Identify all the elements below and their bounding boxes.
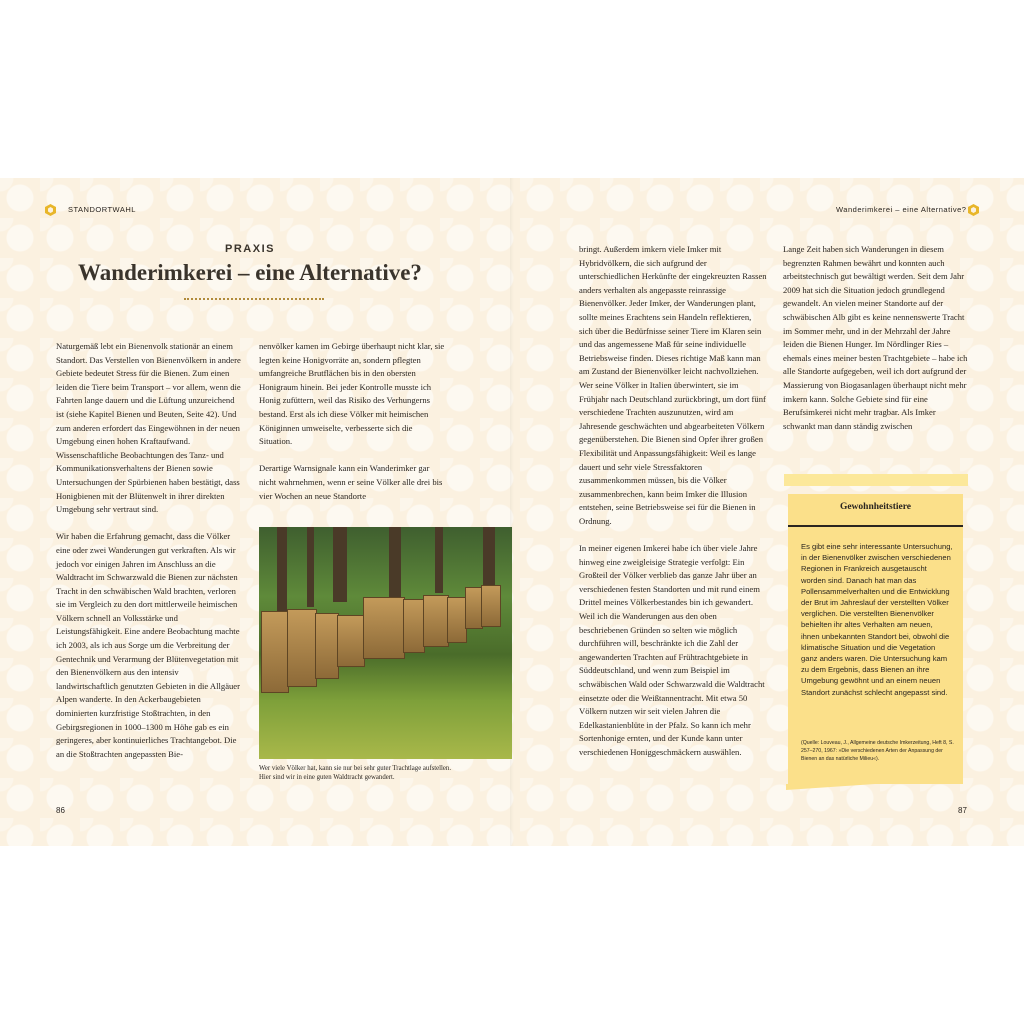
paragraph: bringt. Außerdem imkern viele Imker mit Hybridvölkern, die sich aufgrund der unterschiedlichen Herkünfte der eingekreuzten Rassen anders verhalten als angepasste reinrassige Bienenvölker. Jeder Imker, der Wanderungen plant, sollte meines Erachtens sein Handeln reflektieren, sich über die Bedürfnisse seiner Tiere im Klaren sein und das angemessene Maß für seine individuelle Betriebsweise finden. Dieses richtige Maß kann man am Zustand der Bienenvölker leicht nachvollziehen. Wer seine Völker in Italien überwintert, sie im Frühjahr nach Deutschland zurückbringt, um dort fünf verschiedene Trachten auszunutzen, wird am Jahresende geschwächten und abgearbeiteten Völkern gegenüberstehen. Die Bienen sind Opfer ihrer großen Flexibilität und Anpassungsfähigkeit: Weil es lange dauert und sehr viele Stressfaktoren zusammenkommen müssen, bis die Völker zusammenbrechen, kann beim Imker die Illusion entstehen, seine Betriebsweise sei für die Bienen in Ordnung. [579, 244, 767, 526]
text-column-left-2 [259, 340, 445, 517]
text-column-right-2 [783, 243, 969, 447]
paragraph: nenvölker kamen im Gebirge überhaupt nicht klar, sie legten keine Honigvorräte an, sondern pflegten umfangreiche Brutflächen bis in den obersten Honigraum hinein. Bei jeder Kontrolle musste ich Honig zufüttern, weil das Risiko des Verhungerns bestand. Erst als ich diese Völker mit heimischen Königinnen umweiselte, verbesserte sich die Situation. [259, 341, 445, 447]
text-column-right-1 [579, 243, 767, 773]
page-number-left: 86 [56, 806, 65, 815]
text-column-left-1 [56, 340, 242, 775]
running-head-right: Wanderimkerei – eine Alternative? [836, 205, 967, 214]
infobox-source: (Quelle: Louveau, J., Allgemeine deutsche Imkerzeitung, Heft 8, S. 257–270, 1967: »Die verschiedenen Arten der Anpassung der Bienen an das natürliche Milieu«). [801, 740, 954, 762]
photo-caption: Wer viele Völker hat, kann sie nur bei sehr guter Trachtlage aufstellen. Hier sind wir in eine guten Waldtracht gewandert. [259, 765, 452, 782]
infobox-pennant [786, 784, 1024, 790]
infobox-top-bar [784, 474, 968, 486]
page-title: Wanderimkerei – eine Alternative? [78, 260, 422, 285]
infobox-title: Gewohnheitstiere [839, 502, 912, 512]
page-number-right: 87 [958, 806, 967, 815]
paragraph: Derartige Warnsignale kann ein Wanderimker gar nicht wahrnehmen, wenn er seine Völker alle drei bis vier Wochen an neue Standorte [259, 463, 443, 501]
running-head-left: STANDORTWAHL [68, 205, 136, 214]
infobox-divider [788, 525, 963, 527]
section-kicker: PRAXIS [225, 243, 275, 255]
infobox-text: Es gibt eine sehr interessante Untersuchung, in der Bienenvölker zwischen verschiedenen Regionen in Frankreich ausgetauscht worden sind. Danach hat man das Pollensammelverhalten und die Entwicklung der Brut im Jahreslauf der verstellten Völker verglichen. Die verstellten Bienenvölker behielten ihr altes Verhalten am neuen, ihnen unbekannten Standort bei, obwohl die klimatische Situation und die Vegetation ganz anders waren. Die Untersuchung kam zu dem Ergebnis, dass Bienen an ihre Umgebung gewöhnt und an einem neuen Standort zunächst schlecht angepasst sind. [801, 542, 953, 697]
paragraph: Wir haben die Erfahrung gemacht, dass die Völker eine oder zwei Wanderungen gut verkraften. Als wir jedoch vor einigen Jahren im Anschluss an die Waldtracht im Schwarzwald die Bienen zur nächsten Tracht in den schwäbischen Wald brachten, verloren sie im Vergleich zu den dort mittlerweile heimischen Völkern schnell an Volksstärke und Leistungsfähigkeit. Eine andere Beobachtung machte ich 2003, als ich aus Sorge um die Verbreitung der Gentechnik und Verarmung der Blütenvegetation mit den Bienenvölkern aus den intensiv landwirtschaftlich genutzten Gebieten in die Allgäuer Alpen wanderte. In den Ackerbaugebieten dominierten kurzfristige Stoßtrachten, in den Gebirgsregionen in 1000–1300 m Höhe gab es ein geringeres, aber kontinuierliches Trachtangebot. Die an die Stoßtrachten angepassten Bie- [56, 531, 240, 759]
beehive-photo [259, 527, 512, 759]
dotted-rule [184, 298, 324, 300]
paragraph: In meiner eigenen Imkerei habe ich über viele Jahre hinweg eine zweigleisige Strategie verfolgt: Ein Großteil der Völker verblieb das ganze Jahr über an verschiedenen festen Standorten und mit rund einem Drittel meines Völkerbestandes bin ich gewandert. Weil ich die Wanderungen aus den oben beschriebenen Gründen so selten wie möglich durchführen will, beschränkte ich die Zahl der angewanderten Trachten auf Frühtrachtgebiete in Süddeutschland, und wenn zum Beispiel im schwäbischen Wald oder Schwarzwald die Waldtracht einsetzte oder die Weißtannentracht. Mit etwa 50 Völkern nutzen wir seit vielen Jahren die Edelkastanienblüte in der Pfalz. So kann ich mehr Sortenhonige ernten, und der Kunde kann unter verschiedenen Honiggeschmäckern auswählen. [579, 543, 765, 757]
paragraph: Lange Zeit haben sich Wanderungen in diesem begrenzten Rahmen bewährt und konnten auch arbeitstechnisch gut bewältigt werden. Seit dem Jahr 2009 hat sich die Situation jedoch grundlegend gewandelt. An vielen meiner Standorte auf der schwäbischen Alb gibt es keine nennenswerte Tracht im Sommer mehr, und in der Mehrzahl der Jahre leiden die Bienen Hunger. Im Nördlinger Ries – ehemals eines meiner besten Trachtgebiete – habe ich alle Standorte aufgegeben, weil ich dort aufgrund der Massierung von Biogasanlagen überhaupt nicht mehr imkern kann. Solche Gebiete sind für eine Berufsimkerei nicht mehr tragbar. Als Imker schwankt man dann ständig zwischen [783, 244, 968, 431]
paragraph: Naturgemäß lebt ein Bienenvolk stationär an einem Standort. Das Verstellen von Bienenvölkern in andere Gebiete bedeutet Stress für die Bienen. Zum einen leiden die Tiere beim Transport – vor allem, wenn die Fahrten lange dauern und die Lüftung unzureichend ist (siehe Kapitel Bienen und Beuten, Seite 42). Und zum anderen erfordert das Eingewöhnen in der neuen Umgebung einen hohen Kraftaufwand. Wissenschaftliche Beobachtungen des Tanz- und Kommunikationsverhaltens der Bienen sowie Untersuchungen der Spürbienen haben bestätigt, dass Honigbienen mit der Blütenwelt in ihrer direkten Umgebung sehr vertraut sind. [56, 341, 241, 515]
